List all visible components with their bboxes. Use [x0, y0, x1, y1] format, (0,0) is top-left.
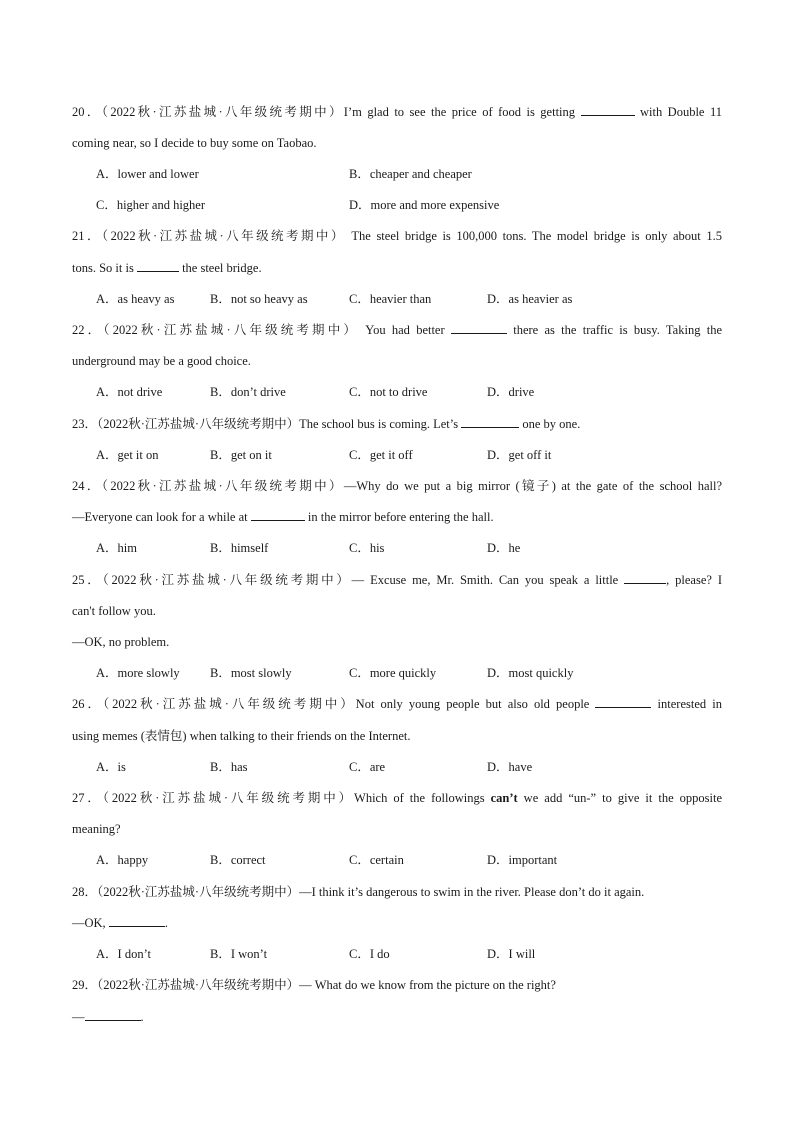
- option-d: D．he: [487, 541, 521, 555]
- option-d: D．drive: [487, 385, 535, 399]
- answer-blank: [595, 695, 651, 708]
- emphasis-word: can’t: [490, 791, 518, 805]
- option-b: B．cheaper and cheaper: [349, 167, 472, 181]
- option-c: C．more quickly: [349, 666, 437, 680]
- question-24-line-1: 24．（2022秋·江苏盐城·八年级统考期中）—Why do we put a big mirror (镜子) at the gate of the school hall?: [72, 479, 722, 493]
- question-29-line-2: — .: [72, 1010, 144, 1024]
- answer-blank: [461, 415, 519, 428]
- question-27-line-1: 27．（2022秋·江苏盐城·八年级统考期中）Which of the followings can’t we add “un-” to give it the opposite: [72, 791, 722, 805]
- question-26-line-2: using memes (表情包) when talking to their friends on the Internet.: [72, 729, 411, 743]
- answer-blank: [451, 321, 507, 334]
- option-a: A．him: [96, 541, 137, 555]
- option-a: A．is: [96, 760, 126, 774]
- option-c: C．I do: [349, 947, 390, 961]
- option-b: B．himself: [210, 541, 269, 555]
- option-a: A．as heavy as: [96, 292, 175, 306]
- question-25-line-3: —OK, no problem.: [72, 635, 170, 649]
- question-23-options: [96, 446, 736, 464]
- question-27-options: [96, 851, 736, 869]
- question-22-options: [96, 383, 736, 401]
- option-d: D．important: [487, 853, 558, 867]
- question-26-options: [96, 758, 736, 776]
- question-26-line-1: 26．（2022秋·江苏盐城·八年级统考期中）Not only young people but also old people interested in: [72, 697, 722, 711]
- question-21-options: [96, 290, 736, 308]
- question-24-options: [96, 539, 736, 557]
- answer-blank: [624, 571, 666, 584]
- question-20-line-1: 20．（2022秋·江苏盐城·八年级统考期中）I’m glad to see the price of food is getting with Double 11: [72, 105, 722, 119]
- question-20-options-row-1: [96, 165, 736, 183]
- option-a: A．more slowly: [96, 666, 180, 680]
- answer-blank: [137, 259, 179, 272]
- option-b: B．has: [210, 760, 248, 774]
- option-c: C．certain: [349, 853, 404, 867]
- option-c: C．not to drive: [349, 385, 428, 399]
- option-d: D．have: [487, 760, 533, 774]
- question-25-options: [96, 664, 736, 682]
- option-b: B．I won’t: [210, 947, 268, 961]
- question-28-options: [96, 945, 736, 963]
- question-20-options-row-2: [96, 196, 736, 214]
- answer-blank: [251, 508, 305, 521]
- question-22-line-1: 22．（2022秋·江苏盐城·八年级统考期中） You had better there as the traffic is busy. Taking the: [72, 323, 722, 337]
- option-a: A．I don’t: [96, 947, 151, 961]
- option-c: C．higher and higher: [96, 198, 206, 212]
- question-23-line-1: 23．（2022秋·江苏盐城·八年级统考期中）The school bus is coming. Let’s one by one.: [72, 417, 581, 431]
- question-28-line-2: —OK, .: [72, 916, 168, 930]
- question-27-line-2: meaning?: [72, 822, 121, 836]
- answer-blank: [581, 103, 635, 116]
- option-b: B．most slowly: [210, 666, 292, 680]
- option-c: C．his: [349, 541, 385, 555]
- option-a: A．not drive: [96, 385, 163, 399]
- option-d: D．most quickly: [487, 666, 574, 680]
- option-c: C．get it off: [349, 448, 413, 462]
- question-22-line-2: underground may be a good choice.: [72, 354, 251, 368]
- question-25-line-2: can't follow you.: [72, 604, 156, 618]
- option-a: A．get it on: [96, 448, 159, 462]
- question-21-line-2: tons. So it is the steel bridge.: [72, 261, 262, 275]
- option-b: B．don’t drive: [210, 385, 286, 399]
- option-b: B．not so heavy as: [210, 292, 308, 306]
- option-d: D．as heavier as: [487, 292, 573, 306]
- question-20-line-2: coming near, so I decide to buy some on Taobao.: [72, 136, 317, 150]
- option-c: C．heavier than: [349, 292, 432, 306]
- option-a: A．lower and lower: [96, 167, 199, 181]
- question-24-line-2: —Everyone can look for a while at in the mirror before entering the hall.: [72, 510, 494, 524]
- question-25-line-1: 25．（2022秋·江苏盐城·八年级统考期中）— Excuse me, Mr. Smith. Can you speak a little , please? I: [72, 573, 722, 587]
- option-b: B．get on it: [210, 448, 272, 462]
- option-b: B．correct: [210, 853, 266, 867]
- question-28-line-1: 28．（2022秋·江苏盐城·八年级统考期中）—I think it’s dangerous to swim in the river. Please don’t do it again.: [72, 885, 645, 899]
- answer-blank: [85, 1008, 141, 1021]
- option-c: C．are: [349, 760, 386, 774]
- option-d: D．I will: [487, 947, 536, 961]
- question-21-line-1: 21．（2022秋·江苏盐城·八年级统考期中） The steel bridge is 100,000 tons. The model bridge is only about 1.5: [72, 229, 722, 243]
- option-a: A．happy: [96, 853, 149, 867]
- option-d: D．more and more expensive: [349, 198, 500, 212]
- answer-blank: [109, 914, 165, 927]
- option-d: D．get off it: [487, 448, 552, 462]
- question-29-line-1: 29．（2022秋·江苏盐城·八年级统考期中）— What do we know from the picture on the right?: [72, 978, 556, 992]
